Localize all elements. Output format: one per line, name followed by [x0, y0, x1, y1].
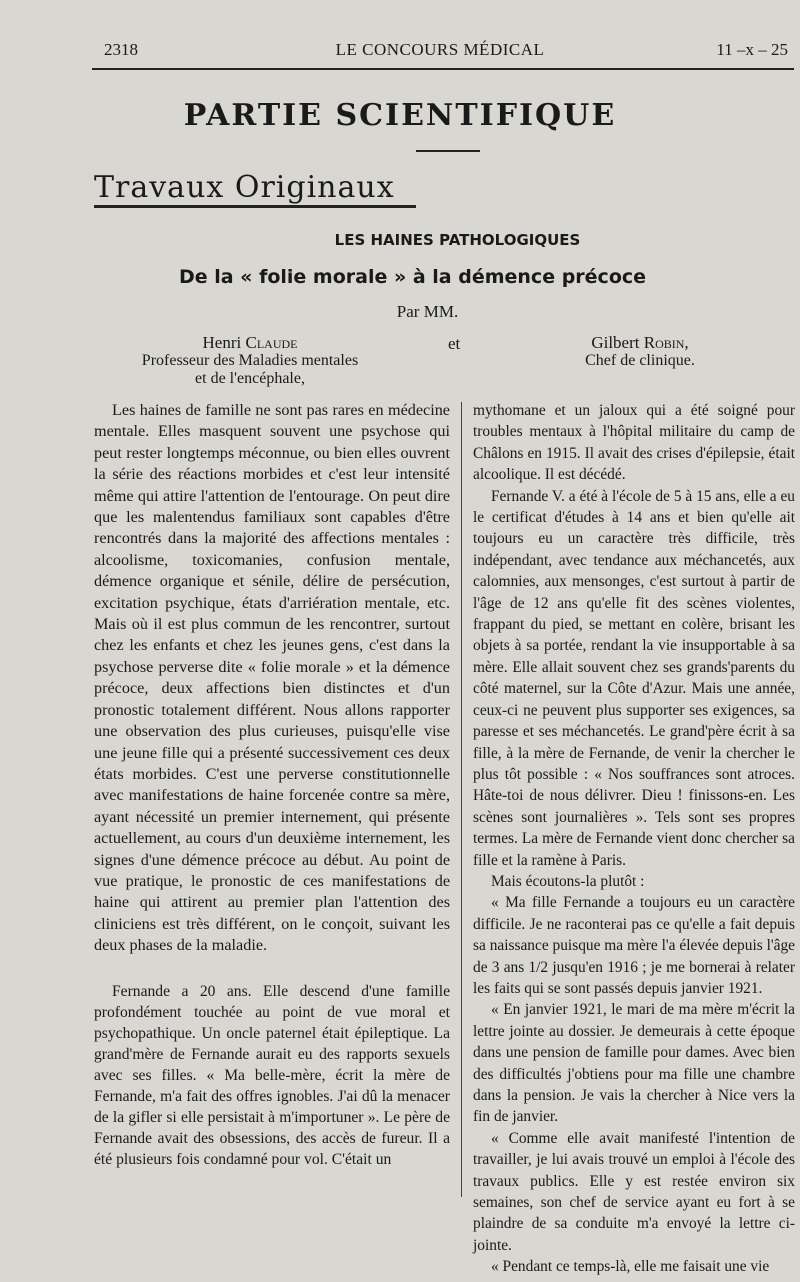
paragraph: Fernande a 20 ans. Elle descend d'une famille profondément touchée au point de vue moral et psychopathique. Un oncle paternel était épileptique. La grand'mère de Fernande aurait eu des rapports sexuels avec ses filles. « Ma belle-mère, écrit la mère de Fernande, m'a fait des offres ignobles. J'ai dû la menacer de la gifler si elle persistait à m'importuner ». Le père de Fernande avait des obsessions, des accès de fureur. Il a été plusieurs fois condamné pour vol. C'était un	[94, 982, 450, 1168]
author-first-name: Gilbert	[591, 333, 644, 352]
right-column	[473, 400, 795, 1278]
author-robin	[540, 334, 740, 370]
paragraph: Les haines de famille ne sont pas rares en médecine mentale. Elles masquent souvent une psychose qui peut rester longtemps méconnue, ou bien elles ouvrent la série des réactions morbides et c'est leur intensité même qui attire l'attention de l'entourage. On peut dire que les malentendus familiaux sont capables d'être rencontrés dans la majorité des affections mentales : alcoolisme, toxicomanies, confusion mentale, démence organique et sénile, délire de persécution, excitation psychique, états d'arriération mentale, etc. Mais où il est plus commun de les rencontrer, surtout chez les enfants et chez les jeunes gens, c'est dans la psychose perverse dite « folie morale » et la démence précoce, deux affections bien distinctes et d'un pronostic totalement différent. Nous allons rapporter une observation des plus curieuses, puisqu'elle vise une jeune fille qui a présenté successivement ces deux états morbides. C'est une perverse constitutionnelle avec manifestations de haine forcenée contre sa mère, ayant nécessité un premier internement, qui présente actuellement, au cours d'un deuxième internement, les signes d'une démence précoce au début. Au point de vue pratique, le pronostic de ces manifestations de haine qui attirent au premier plan l'attention des cliniciens est très différent, on le conçoit, suivant les deux phases de la maladie.	[94, 401, 450, 955]
column-divider	[461, 402, 462, 1197]
journal-name: LE CONCOURS MÉDICAL	[335, 40, 545, 59]
paragraph: « Ma fille Fernande a toujours eu un caractère difficile. Je ne raconterai pas ce qu'elle a fait depuis sa naissance puisque ma mère l'a élevée depuis l'âge de 3 ans 1/2 jusqu'en 1916 ; je me bornerai à relater les faits qui se sont passés depuis janvier 1921.	[473, 894, 795, 997]
author-surname: Robin	[643, 333, 685, 352]
page-number: 2318	[104, 40, 138, 59]
paragraph: Fernande V. a été à l'école de 5 à 15 ans, elle a eu le certificat d'études à 14 ans et bien qu'elle ait toujours eu un caractère très difficile, très indépendant, avec tendance aux méchancetés, aux calomnies, aux mensonges, c'est surtout à partir de l'âge de 12 ans qu'elle fit des scènes violentes, frappant du pied, se mettant en colère, brisant les objets à sa portée, rendant la vie insupportable à sa mère. Elle allait souvent chez ses grands'parents du côté maternel, sur la Côte d'Azur. Mais une année, ceux-ci ne peuvent plus supporter ses exigences, sa paresse et ses méchancetés. Le grand'père écrit à sa fille, à la mère de Fernande, de venir la chercher le plus tôt possible : « Nos souffrances sont atroces. Hâte-toi de nous délivrer. Dieu ! finissons-en. Les scènes sont journalières ». Tels sont ses propres termes. La mère de Fernande vient donc chercher sa fille et la ramène à Paris.	[473, 487, 795, 869]
section-title: PARTIE SCIENTIFIQUE	[183, 98, 617, 133]
author-surname: Claude	[245, 333, 298, 352]
section-rule	[416, 150, 480, 152]
issue-date: 11 –x – 25	[716, 40, 788, 59]
author-role-line2: et de l'encéphale,	[195, 370, 305, 387]
paragraph: « En janvier 1921, le mari de ma mère m'écrit la lettre jointe au dossier. Je demeurais à cette époque dans une pension de famille pour dames. Avec bien des difficultés j'obtiens pour ma fille une chambre dans la pension. Je vais la chercher à Nice vers la fin de janvier.	[473, 1001, 795, 1126]
paragraph: Mais écoutons-la plutôt :	[491, 872, 645, 890]
running-head	[92, 40, 788, 70]
left-column	[94, 400, 450, 1170]
author-first-name: Henri	[202, 333, 246, 352]
author-role: Chef de clinique.	[585, 352, 695, 369]
paragraph: « Comme elle avait manifesté l'intention de travailler, je lui avais trouvé un emploi à l'école des travaux publics. Elle y est restée environ six semaines, son chef de service ayant eu fort à se plaindre de sa conduite m'a envoyé la lettre ci-jointe.	[473, 1129, 795, 1254]
article-subtitle: De la « folie morale » à la démence précoce	[178, 266, 647, 288]
author-role: Professeur des Maladies mentales	[141, 352, 359, 369]
rubric-title: Travaux Originaux	[94, 170, 395, 205]
authors-conjunction: et	[448, 334, 461, 353]
author-suffix: ,	[684, 333, 689, 352]
header-rule	[92, 68, 794, 70]
rubric-rule	[94, 205, 416, 208]
paragraph: mythomane et un jaloux qui a été soigné pour troubles mentaux à l'hôpital militaire du camp de Châlons en 1915. Il avait des crises d'épilepsie, était alcoolique. Il est décédé.	[473, 402, 795, 484]
article-title: LES HAINES PATHOLOGIQUES	[334, 231, 581, 249]
byline: Par MM.	[396, 302, 459, 321]
paragraph: « Pendant ce temps-là, elle me faisait une vie	[491, 1258, 770, 1276]
author-claude	[130, 334, 370, 388]
